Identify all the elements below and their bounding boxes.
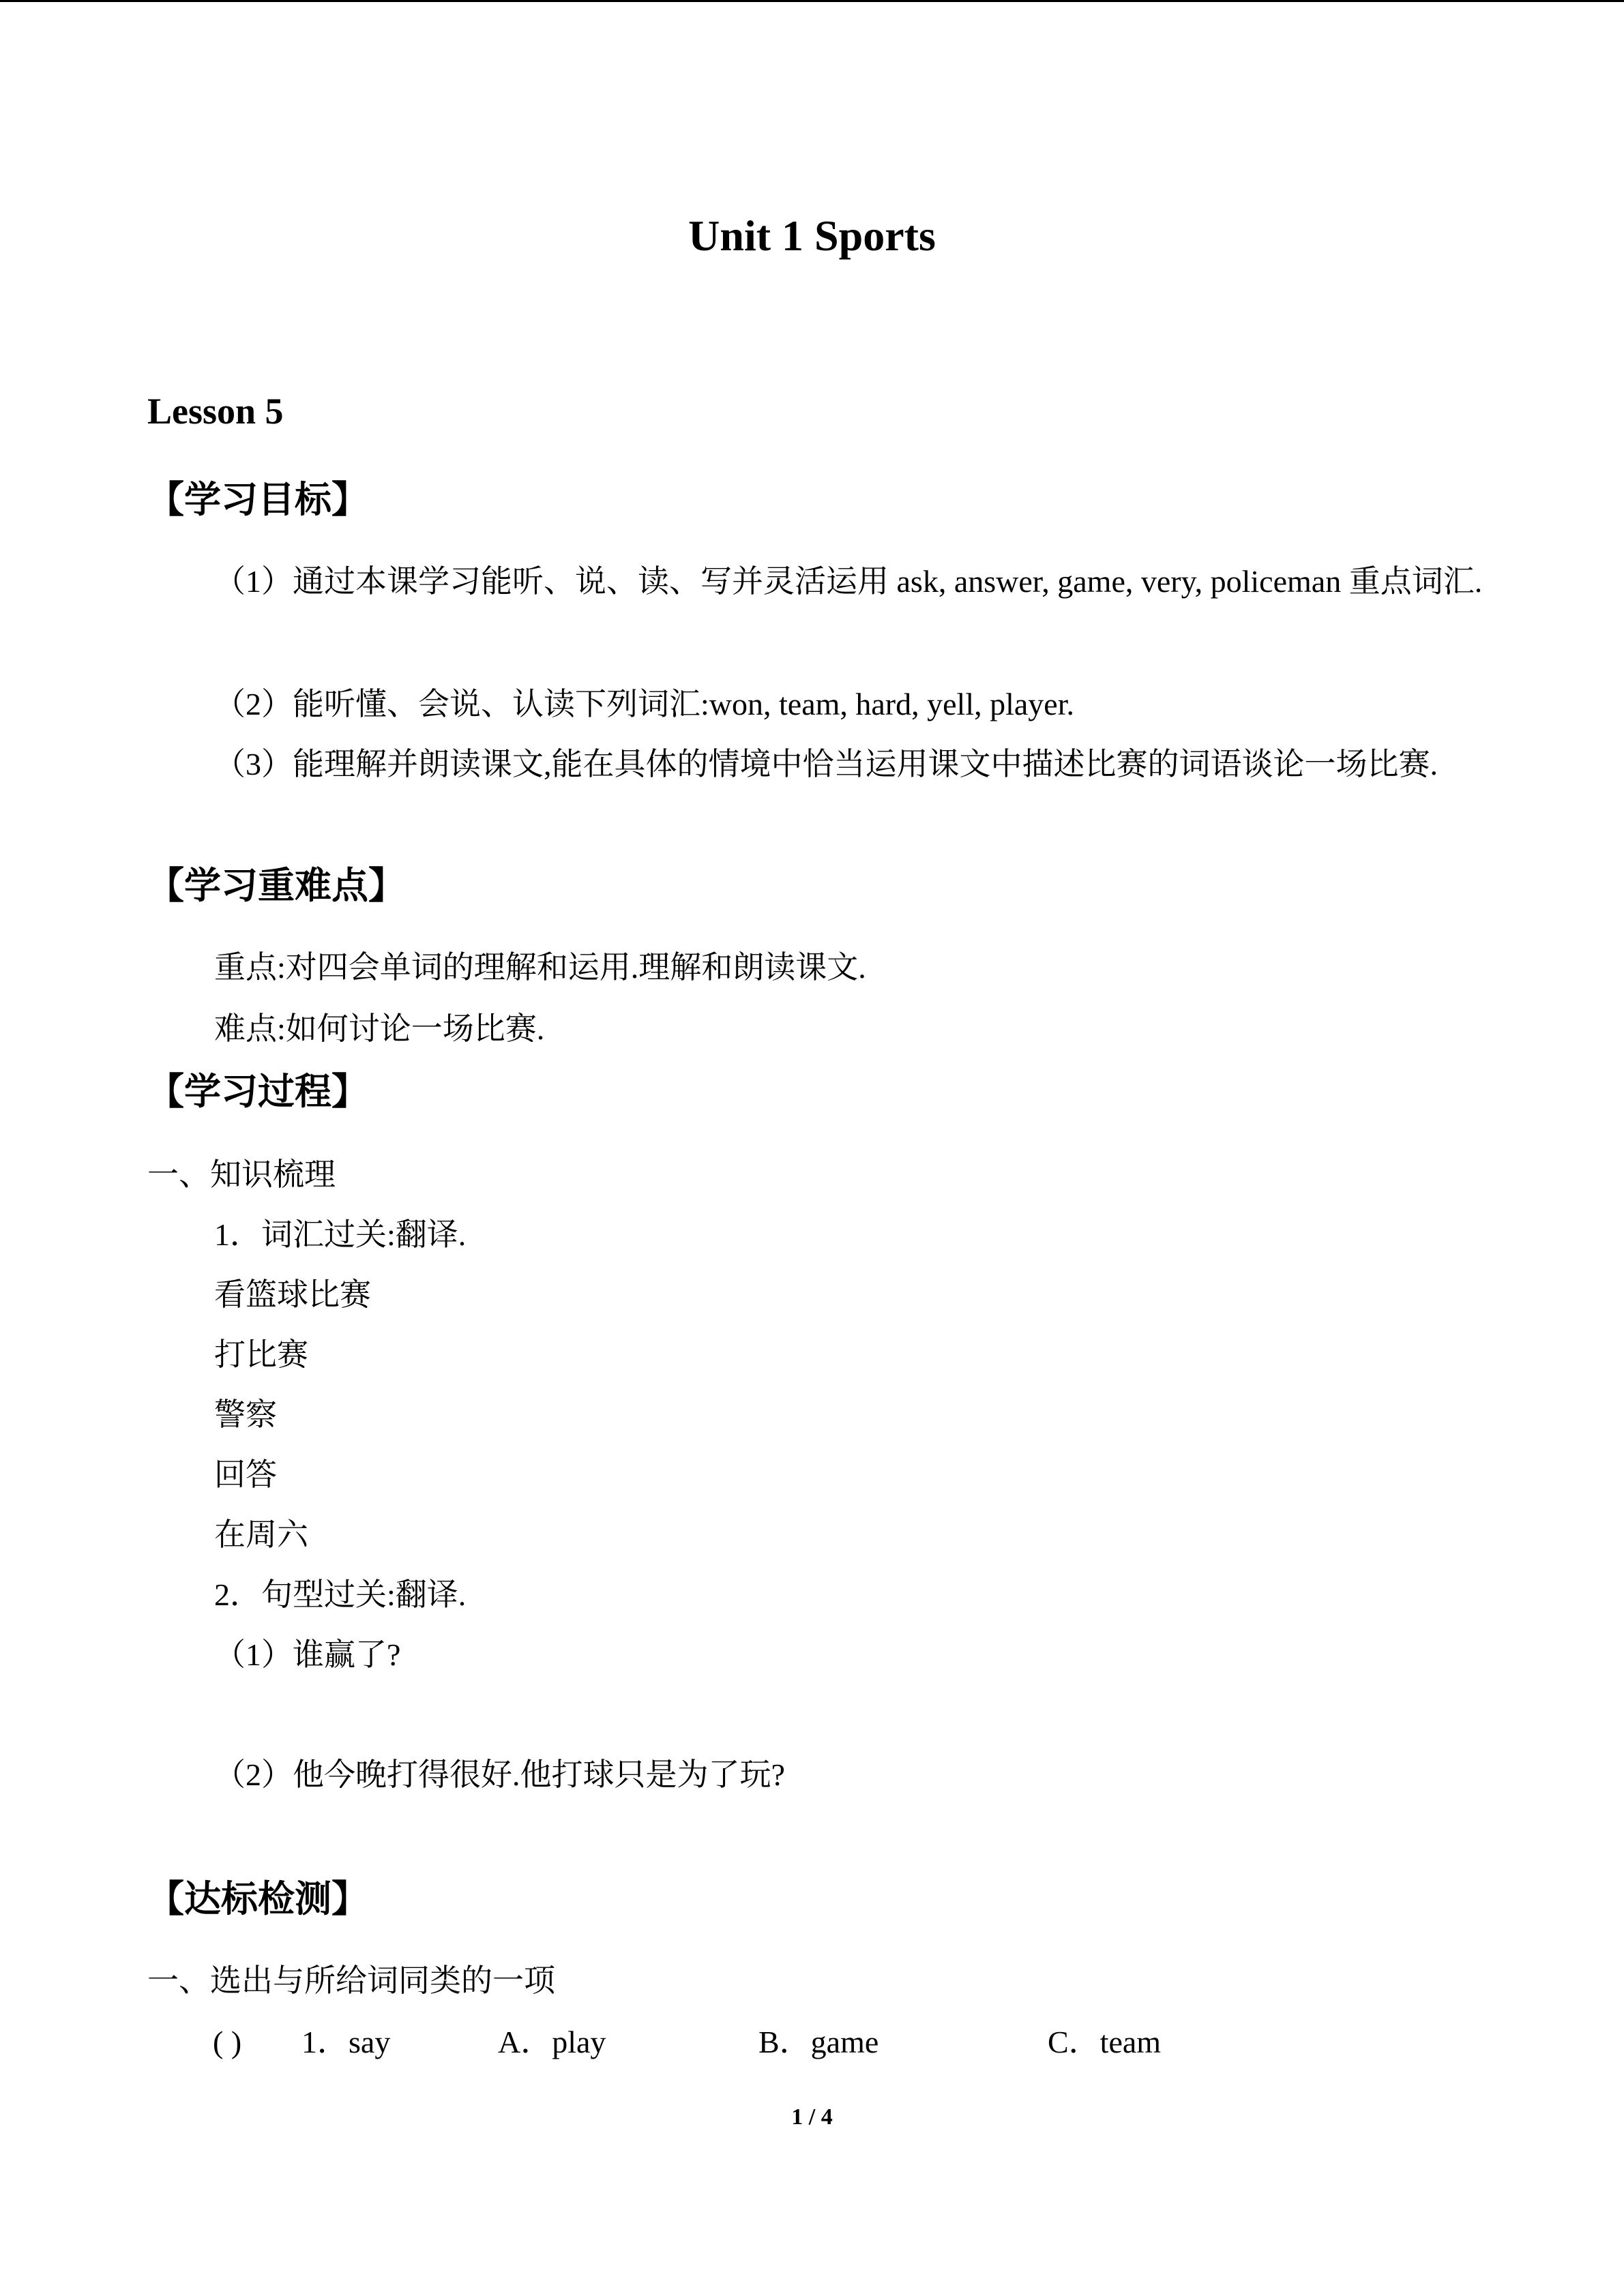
vocab-item: 看篮球比赛 xyxy=(214,1277,371,1312)
sentence-item-1: （1）谁赢了? xyxy=(214,1637,401,1672)
answer-blank[interactable]: ( ) xyxy=(213,2025,242,2059)
option-b: B．game xyxy=(758,2025,879,2059)
vocab-item: 警察 xyxy=(214,1397,277,1432)
lesson-heading: Lesson 5 xyxy=(147,391,284,432)
document-title: Unit 1 Sports xyxy=(688,211,936,260)
option-c: C．team xyxy=(1048,2025,1162,2059)
vocab-item: 打比赛 xyxy=(214,1337,308,1372)
sentence-item-2: （2）他今晚打得很好.他打球只是为了玩? xyxy=(214,1757,785,1792)
section-heading-test: 【达标检测】 xyxy=(147,1877,368,1920)
vocab-title: 1．词汇过关:翻译. xyxy=(214,1217,467,1252)
goal-item-1: （1）通过本课学习能听、说、读、写并灵活运用 ask, answer, game, very, policeman 重点词汇. xyxy=(214,564,1483,599)
top-border xyxy=(0,0,1624,2)
section-heading-process: 【学习过程】 xyxy=(147,1070,368,1113)
key-point-difficulty: 难点:如何讨论一场比赛. xyxy=(214,1011,545,1046)
question-stem: 1．say xyxy=(301,2025,391,2059)
section-heading-goals: 【学习目标】 xyxy=(147,478,368,521)
goal-item-3: （3）能理解并朗读课文,能在具体的情境中恰当运用课文中描述比赛的词语谈论一场比赛. xyxy=(214,747,1438,781)
vocab-item: 回答 xyxy=(214,1457,277,1492)
test-part1-title: 一、选出与所给词同类的一项 xyxy=(147,1963,555,1998)
sentence-title: 2．句型过关:翻译. xyxy=(214,1577,467,1612)
section-heading-key-points: 【学习重难点】 xyxy=(147,864,405,907)
goal-item-2: （2）能听懂、会说、认读下列词汇:won, team, hard, yell, player. xyxy=(214,687,1075,721)
vocab-item: 在周六 xyxy=(214,1517,308,1552)
key-point-focus: 重点:对四会单词的理解和运用.理解和朗读课文. xyxy=(214,950,866,985)
option-a: A．play xyxy=(498,2025,606,2059)
page-number: 1 / 4 xyxy=(791,2104,833,2130)
process-part1-title: 一、知识梳理 xyxy=(147,1157,336,1192)
